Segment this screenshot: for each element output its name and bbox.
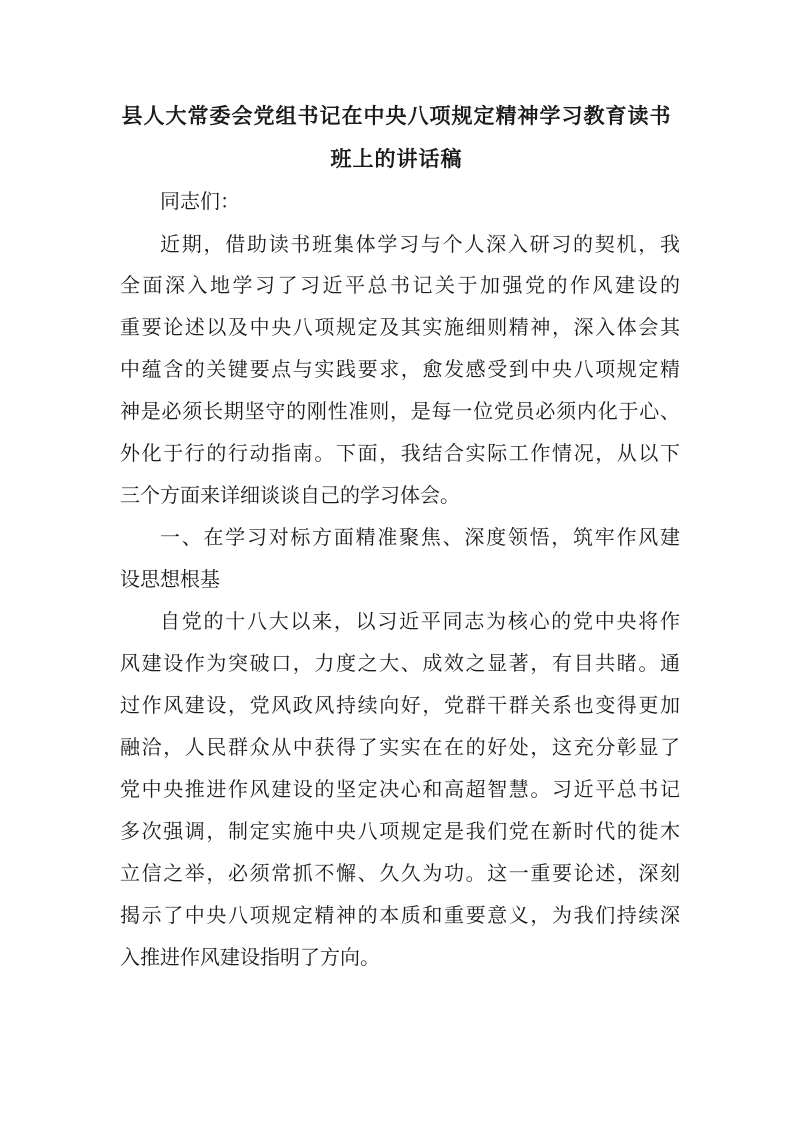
- document-title-line-2: 班上的讲话稿: [330, 146, 463, 171]
- heading-line: 一、在学习对标方面精准聚焦、深度领悟，筑牢作风建: [160, 525, 680, 549]
- paragraph-line: 外化于行的行动指南。下面，我结合实际工作情况，从以下: [120, 441, 680, 465]
- paragraph-line: 入推进作风建设指明了方向。: [120, 945, 380, 969]
- paragraph-line: 自党的十八大以来，以习近平同志为核心的党中央将作: [160, 609, 680, 633]
- paragraph-line: 全面深入地学习了习近平总书记关于加强党的作风建设的: [120, 273, 680, 297]
- paragraph-line: 立信之举，必须常抓不懈、久久为功。这一重要论述，深刻: [120, 861, 680, 885]
- heading-line: 设思想根基: [120, 567, 220, 591]
- salutation: 同志们：: [160, 189, 240, 213]
- paragraph-line: 多次强调，制定实施中央八项规定是我们党在新时代的徙木: [120, 819, 680, 843]
- paragraph-line: 风建设作为突破口，力度之大、成效之显著，有目共睹。通: [120, 651, 680, 675]
- paragraph-line: 党中央推进作风建设的坚定决心和高超智慧。习近平总书记: [120, 777, 680, 801]
- paragraph-line: 中蕴含的关键要点与实践要求，愈发感受到中央八项规定精: [120, 357, 680, 381]
- paragraph-line: 重要论述以及中央八项规定及其实施细则精神，深入体会其: [120, 315, 680, 339]
- paragraph-line: 近期，借助读书班集体学习与个人深入研习的契机，我: [160, 232, 680, 256]
- paragraph-line: 神是必须长期坚守的刚性准则，是每一位党员必须内化于心、: [120, 399, 680, 423]
- paragraph-line: 过作风建设，党风政风持续向好，党群干群关系也变得更加: [120, 693, 680, 717]
- paragraph-line: 三个方面来详细谈谈自己的学习体会。: [120, 483, 460, 507]
- paragraph-line: 融洽，人民群众从中获得了实实在在的好处，这充分彰显了: [120, 735, 680, 759]
- document-title-line-1: 县人大常委会党组书记在中央八项规定精神学习教育读书: [121, 103, 672, 128]
- paragraph-line: 揭示了中央八项规定精神的本质和重要意义，为我们持续深: [120, 903, 680, 927]
